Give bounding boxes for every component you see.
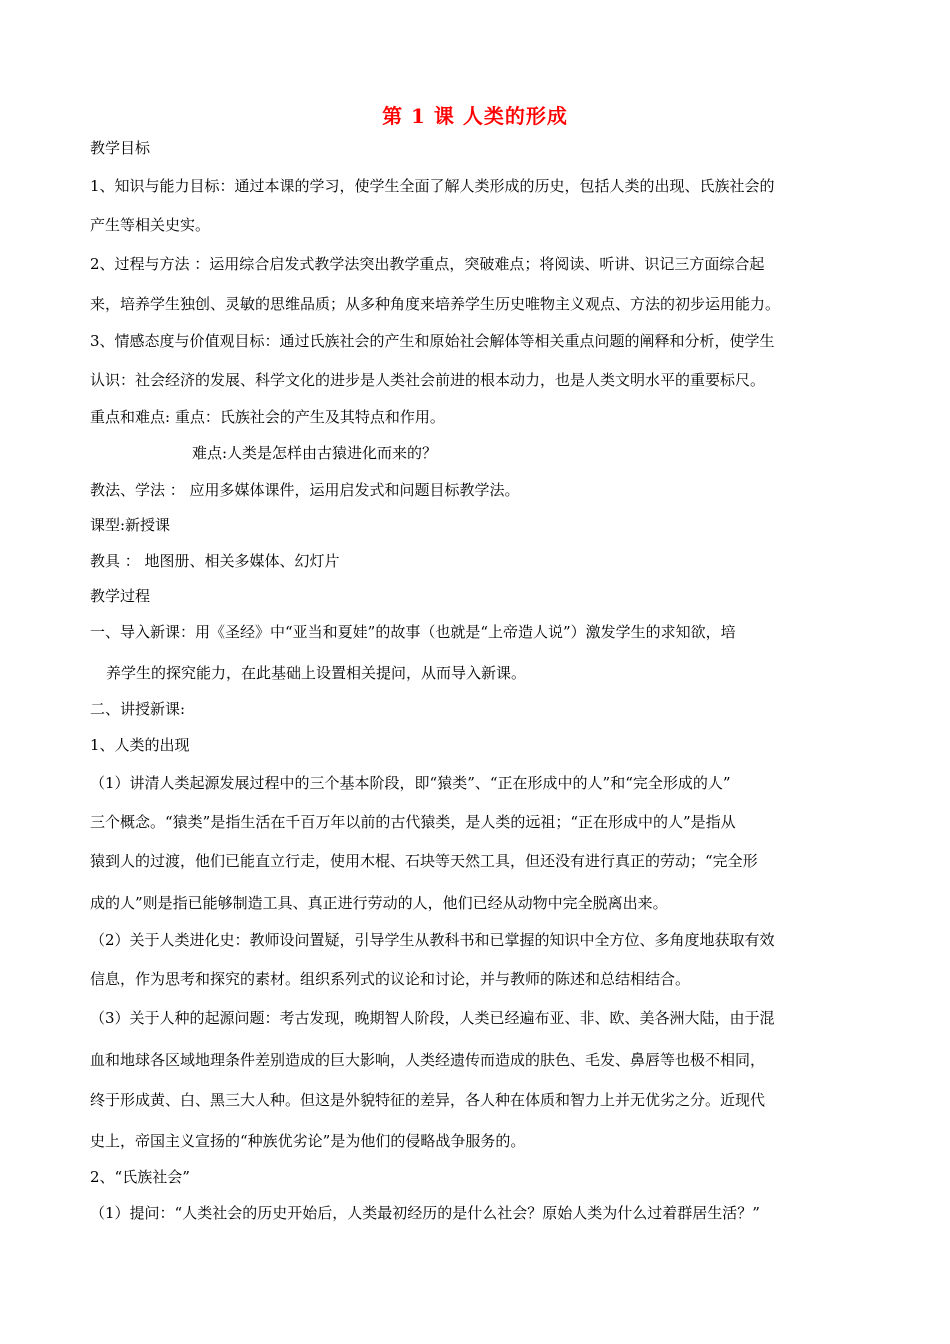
text-line: 1、知识与能力目标：通过本课的学习，使学生全面了解人类形成的历史，包括人类的出现、氏族社会的	[90, 177, 775, 195]
text-line: 1、人类的出现	[90, 736, 190, 754]
text-line: 教法、学法 ： 应用多媒体课件，运用启发式和问题目标教学法。	[90, 481, 520, 499]
text-line: 认识：社会经济的发展、科学文化的进步是人类社会前进的根本动力，也是人类文明水平的重要标尺。	[90, 371, 766, 389]
text-line: 重点和难点: 重点：氏族社会的产生及其特点和作用。	[90, 408, 445, 426]
text-line: 猿到人的过渡，他们已能直立行走，使用木棍、石块等天然工具，但还没有进行真正的劳动；“完全形	[90, 852, 758, 870]
text-line: 产生等相关史实。	[90, 216, 211, 234]
text-line: 教具 ： 地图册、相关多媒体、幻灯片	[90, 552, 340, 570]
text-line: 史上，帝国主义宣扬的“种族优劣论”是为他们的侵略战争服务的。	[90, 1132, 526, 1150]
text-line: （1）讲清人类起源发展过程中的三个基本阶段，即“猿类”、“正在形成中的人”和“完全形成的人”	[90, 774, 731, 792]
text-line: 成的人”则是指已能够制造工具、真正进行劳动的人，他们已经从动物中完全脱离出来。	[90, 894, 668, 912]
text-line: 教学目标	[90, 139, 151, 157]
text-line: （1）提问：“人类社会的历史开始后，人类最初经历的是什么社会？原始人类为什么过着群居生活？”	[90, 1204, 760, 1222]
text-line: 信息，作为思考和探究的素材。组织系列式的议论和讨论，并与教师的陈述和总结相结合。	[90, 970, 691, 988]
text-line: 一、导入新课：用《圣经》中“亚当和夏娃”的故事（也就是“上帝造人说”）激发学生的求知欲，培	[90, 623, 736, 641]
text-line: 终于形成黄、白、黑三大人种。但这是外貌特征的差异，各人种在体质和智力上并无优劣之分。近现代	[90, 1091, 766, 1109]
text-line: 二、讲授新课:	[90, 700, 186, 718]
text-line: （3）关于人种的起源问题：考古发现，晚期智人阶段，人类已经遍布亚、非、欧、美各洲大陆，由于混	[90, 1009, 775, 1027]
text-line: （2）关于人类进化史：教师设问置疑，引导学生从教科书和已掌握的知识中全方位、多角度地获取有效	[90, 931, 775, 949]
text-line: 课型:新授课	[90, 516, 171, 534]
text-line: 教学过程	[90, 587, 151, 605]
text-line: 来，培养学生独创、灵敏的思维品质；从多种角度来培养学生历史唯物主义观点、方法的初步运用能力。	[90, 295, 781, 313]
text-line: 3、情感态度与价值观目标：通过氏族社会的产生和原始社会解体等相关重点问题的阐释和分析，使学生	[90, 332, 775, 350]
text-line: 三个概念。“猿类”是指生活在千百万年以前的古代猿类，是人类的远祖；“正在形成中的人”是指从	[90, 813, 736, 831]
text-line: 血和地球各区域地理条件差别造成的巨大影响，人类经遗传而造成的肤色、毛发、鼻唇等也极不相同，	[90, 1051, 766, 1069]
text-line: 养学生的探究能力，在此基础上设置相关提问，从而导入新课。	[106, 664, 527, 682]
text-line: 2、过程与方法 ：运用综合启发式教学法突出教学重点，突破难点；将阅读、听讲、识记三方面综合起	[90, 255, 765, 273]
text-line: 难点:人类是怎样由古猿进化而来的？	[192, 444, 438, 462]
text-line: 2、“氏族社会”	[90, 1168, 190, 1186]
page-title: 第 1 课 人类的形成	[382, 104, 568, 128]
